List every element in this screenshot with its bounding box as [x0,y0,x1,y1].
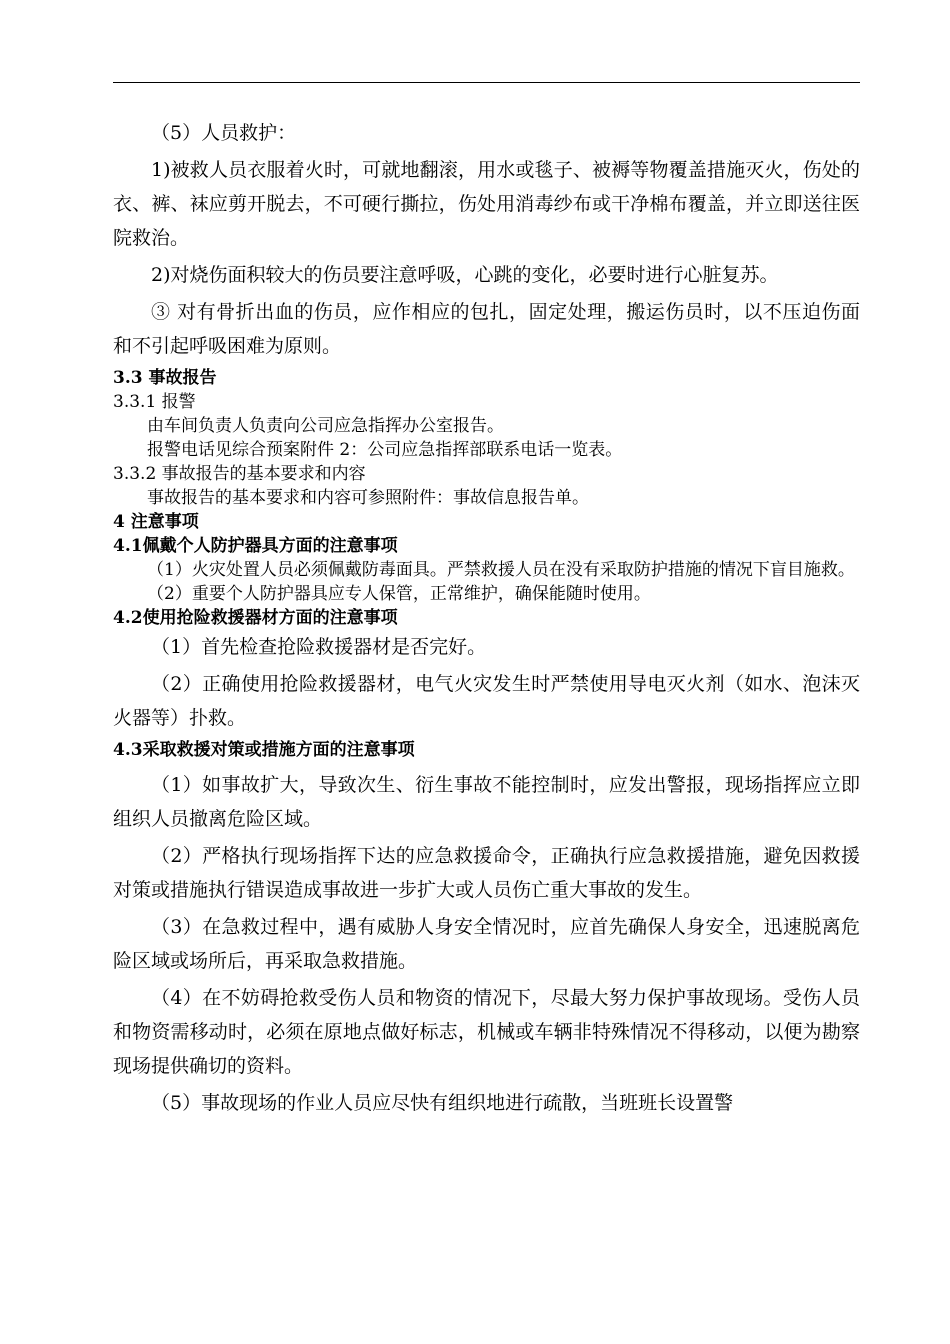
heading-4: 4 注意事项 [113,512,199,532]
measures-paragraph-2: （2）严格执行现场指挥下达的应急救援命令，正确执行应急救援措施，避免因救援对策或措施执行错误造成事故进一步扩大或人员伤亡重大事故的发生。 [113,845,860,901]
heading-3-3: 3.3 事故报告 [113,368,217,388]
measures-paragraph-5: （5）事故现场的作业人员应尽快有组织地进行疏散，当班班长设置警 [151,1092,734,1114]
measures-paragraph-4: （4）在不妨碍抢救受伤人员和物资的情况下，尽最大努力保护事故现场。受伤人员和物资需移动时，必须在原地点做好标志，机械或车辆非特殊情况不得移动，以便为勘察现场提供确切的资料。 [113,987,860,1077]
rescue-paragraph-1: 1)被救人员衣服着火时，可就地翻滚，用水或毯子、被褥等物覆盖措施灭火，伤处的衣、裤、袜应剪开脱去，不可硬行撕拉，伤处用消毒纱布或干净棉布覆盖，并立即送往医院救治。 [113,159,860,249]
document-body [113,116,860,1123]
equipment-paragraph-1: （1）首先检查抢险救援器材是否完好。 [151,636,487,658]
ppe-paragraph-2: （2）重要个人防护器具应专人保管，正常维护，确保能随时使用。 [147,584,651,604]
rescue-title: （5）人员救护： [151,122,297,144]
heading-4-1: 4.1佩戴个人防护器具方面的注意事项 [113,536,398,556]
equipment-paragraph-2: （2）正确使用抢险救援器材，电气火灾发生时严禁使用导电灭火剂（如水、泡沫灭火器等）扑救。 [113,673,860,729]
heading-4-2: 4.2使用抢险救援器材方面的注意事项 [113,608,398,628]
measures-paragraph-3: （3）在急救过程中，遇有威胁人身安全情况时，应首先确保人身安全，迅速脱离危险区域或场所后，再采取急救措施。 [113,916,860,972]
measures-paragraph-1: （1）如事故扩大，导致次生、衍生事故不能控制时，应发出警报，现场指挥应立即组织人员撤离危险区域。 [113,774,860,830]
report-line-1: 由车间负责人负责向公司应急指挥办公室报告。 [147,416,504,436]
report-requirements-line: 事故报告的基本要求和内容可参照附件：事故信息报告单。 [147,488,589,508]
report-line-2: 报警电话见综合预案附件 2：公司应急指挥部联系电话一览表。 [147,440,623,460]
rescue-paragraph-2: 2)对烧伤面积较大的伤员要注意呼吸，心跳的变化，必要时进行心脏复苏。 [151,264,779,286]
heading-3-3-2: 3.3.2 事故报告的基本要求和内容 [113,464,366,484]
ppe-paragraph-1: （1）火灾处置人员必须佩戴防毒面具。严禁救援人员在没有采取防护措施的情况下盲目施救。 [147,560,855,580]
rescue-paragraph-3: ③ 对有骨折出血的伤员，应作相应的包扎，固定处理，搬运伤员时，以不压迫伤面和不引起呼吸困难为原则。 [113,301,860,357]
header-rule [113,82,860,83]
heading-4-3: 4.3采取救援对策或措施方面的注意事项 [113,740,415,760]
heading-3-3-1: 3.3.1 报警 [113,392,196,412]
